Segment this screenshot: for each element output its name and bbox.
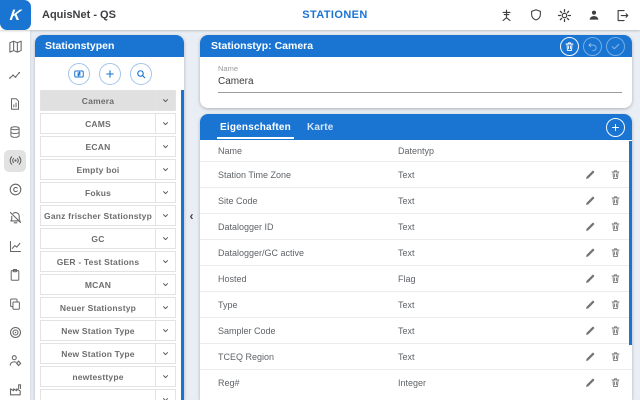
edit-property-button[interactable] xyxy=(583,298,596,311)
edit-property-button[interactable] xyxy=(583,194,596,207)
logout-icon[interactable] xyxy=(614,7,631,24)
tab[interactable] xyxy=(220,114,291,140)
add-icon xyxy=(104,68,116,80)
left-icon-rail xyxy=(0,30,30,400)
property-datentyp: Text xyxy=(398,299,415,310)
properties-scrollbar[interactable] xyxy=(629,141,632,345)
edit-property-button[interactable] xyxy=(583,220,596,233)
station-type-item[interactable] xyxy=(40,320,176,341)
edit-icon xyxy=(584,377,596,389)
station-type-item-partial[interactable] xyxy=(40,389,176,400)
database-icon[interactable] xyxy=(4,122,26,144)
tabs-bar xyxy=(200,114,632,140)
logo-letter: K xyxy=(8,6,23,24)
property-row-actions xyxy=(583,246,622,259)
edit-property-button[interactable] xyxy=(583,324,596,337)
station-type-item[interactable] xyxy=(40,343,176,364)
property-row xyxy=(200,187,632,213)
property-datentyp: Integer xyxy=(398,377,427,388)
property-row xyxy=(200,343,632,369)
chart-icon[interactable] xyxy=(4,236,26,258)
properties-table xyxy=(200,140,632,395)
properties-table-header xyxy=(200,140,632,161)
property-datentyp: Text xyxy=(398,195,415,206)
property-name: Datalogger ID xyxy=(218,221,274,232)
station-type-label: Camera xyxy=(81,95,115,106)
undo-button[interactable] xyxy=(583,37,602,56)
delete-property-button[interactable] xyxy=(609,168,622,181)
property-row xyxy=(200,161,632,187)
delete-icon xyxy=(610,169,621,180)
station-type-label: newtesttype xyxy=(72,371,124,382)
add-station-type-button[interactable] xyxy=(99,63,121,85)
station-type-label: New Station Type xyxy=(61,325,135,336)
station-type-item[interactable] xyxy=(40,297,176,318)
edit-icon xyxy=(584,273,596,285)
delete-station-type-button[interactable] xyxy=(560,37,579,56)
delete-property-button[interactable] xyxy=(609,324,622,337)
delete-property-button[interactable] xyxy=(609,272,622,285)
map-icon[interactable] xyxy=(4,36,26,58)
station-type-item[interactable] xyxy=(40,182,176,203)
chevron-down-icon[interactable] xyxy=(155,229,175,248)
column-header-name: Name xyxy=(218,145,243,156)
copyright-icon[interactable] xyxy=(4,179,26,201)
edit-property-button[interactable] xyxy=(583,376,596,389)
delete-icon xyxy=(610,273,621,284)
property-row-actions xyxy=(583,350,622,363)
delete-icon xyxy=(610,221,621,232)
chevron-down-icon[interactable] xyxy=(155,252,175,271)
panel-collapse-handle[interactable]: ‹ xyxy=(189,209,194,223)
station-type-item[interactable] xyxy=(40,366,176,387)
station-type-label: GER - Test Stations xyxy=(56,256,140,267)
expand-collapse-icon xyxy=(73,68,85,80)
delete-icon xyxy=(610,377,621,388)
station-type-list xyxy=(35,90,184,400)
chevron-down-icon[interactable] xyxy=(155,183,175,202)
property-row-actions xyxy=(583,194,622,207)
station-type-item[interactable] xyxy=(40,274,176,295)
add-icon xyxy=(610,122,621,133)
station-type-item[interactable] xyxy=(40,251,176,272)
property-name: Datalogger/GC active xyxy=(218,247,305,258)
station-type-label: MCAN xyxy=(84,279,112,290)
chevron-down-icon[interactable] xyxy=(155,137,175,156)
delete-property-button[interactable] xyxy=(609,298,622,311)
chevron-down-icon[interactable] xyxy=(155,344,175,363)
app-logo[interactable] xyxy=(0,0,31,30)
property-name: Sampler Code xyxy=(218,325,276,336)
edit-icon xyxy=(584,169,596,181)
property-row xyxy=(200,369,632,395)
property-row xyxy=(200,291,632,317)
property-row-actions xyxy=(583,298,622,311)
confirm-icon xyxy=(610,41,621,52)
property-datentyp: Text xyxy=(398,221,415,232)
edit-icon xyxy=(584,247,596,259)
station-types-panel-title: Stationstypen xyxy=(45,40,115,52)
station-type-label: New Station Type xyxy=(61,348,135,359)
delete-property-button[interactable] xyxy=(609,220,622,233)
broadcast-icon[interactable] xyxy=(4,150,26,172)
detail-header-bar xyxy=(200,35,632,57)
edit-icon xyxy=(584,325,596,337)
edit-icon xyxy=(584,299,596,311)
delete-icon xyxy=(610,351,621,362)
property-row-actions xyxy=(583,376,622,389)
property-row-actions xyxy=(583,272,622,285)
report-icon[interactable] xyxy=(4,93,26,115)
clipboard-icon[interactable] xyxy=(4,264,26,286)
property-name: Station Time Zone xyxy=(218,169,292,180)
property-datentyp: Text xyxy=(398,169,415,180)
delete-icon xyxy=(610,247,621,258)
station-type-item[interactable] xyxy=(40,228,176,249)
factory-icon[interactable] xyxy=(4,378,26,400)
edit-property-button[interactable] xyxy=(583,272,596,285)
properties-card xyxy=(200,114,632,400)
edit-icon xyxy=(584,195,596,207)
top-bar xyxy=(0,0,640,30)
delete-icon xyxy=(610,195,621,206)
search-station-type-button[interactable] xyxy=(130,63,152,85)
chevron-down-icon[interactable] xyxy=(155,390,175,400)
chevron-down-icon[interactable] xyxy=(155,114,175,133)
tab[interactable] xyxy=(307,114,334,140)
property-name: Site Code xyxy=(218,195,258,206)
station-type-item[interactable] xyxy=(40,113,176,134)
shield-icon[interactable] xyxy=(527,7,544,24)
confirm-button[interactable] xyxy=(606,37,625,56)
station-type-label: Fokus xyxy=(84,187,112,198)
station-types-toolbar xyxy=(35,57,184,90)
topbar-icon-group xyxy=(498,7,640,24)
property-datentyp: Text xyxy=(398,325,415,336)
name-field-label: Name xyxy=(218,64,239,73)
delete-property-button[interactable] xyxy=(609,246,622,259)
delete-property-button[interactable] xyxy=(609,376,622,389)
add-property-button[interactable] xyxy=(606,118,625,137)
user-settings-icon[interactable] xyxy=(4,350,26,372)
chevron-down-icon[interactable] xyxy=(155,206,175,225)
station-types-scrollbar[interactable] xyxy=(181,90,184,400)
station-type-detail-card xyxy=(200,35,632,108)
search-icon xyxy=(135,68,147,80)
property-name: Reg# xyxy=(218,377,240,388)
name-field[interactable] xyxy=(200,57,632,93)
target-icon[interactable] xyxy=(4,321,26,343)
delete-icon xyxy=(610,325,621,336)
chevron-down-icon[interactable] xyxy=(155,275,175,294)
station-type-label: Neuer Stationstyp xyxy=(59,302,137,313)
station-type-label: GC xyxy=(91,233,105,244)
station-type-label: Empty boi xyxy=(76,164,120,175)
delete-property-button[interactable] xyxy=(609,350,622,363)
property-row-actions xyxy=(583,324,622,337)
name-field-value[interactable]: Camera xyxy=(218,73,622,93)
property-datentyp: Text xyxy=(398,351,415,362)
edit-property-button[interactable] xyxy=(583,246,596,259)
gear-icon[interactable] xyxy=(556,7,573,24)
station-type-item[interactable] xyxy=(40,90,176,111)
station-type-item[interactable] xyxy=(40,205,176,226)
property-name: TCEQ Region xyxy=(218,351,275,362)
tab-label: Eigenschaften xyxy=(220,121,291,133)
station-type-item[interactable] xyxy=(40,159,176,180)
property-row-actions xyxy=(583,168,622,181)
property-row xyxy=(200,317,632,343)
trend-icon[interactable] xyxy=(4,65,26,87)
delete-property-button[interactable] xyxy=(609,194,622,207)
station-type-item[interactable] xyxy=(40,136,176,157)
property-row xyxy=(200,265,632,291)
alarm-off-icon[interactable] xyxy=(4,207,26,229)
edit-icon xyxy=(584,221,596,233)
edit-property-button[interactable] xyxy=(583,168,596,181)
property-name: Hosted xyxy=(218,273,247,284)
property-row xyxy=(200,213,632,239)
station-type-label: CAMS xyxy=(85,118,111,129)
station-type-label: ECAN xyxy=(85,141,111,152)
property-row-actions xyxy=(583,220,622,233)
station-type-label: Ganz frischer Stationstyp xyxy=(44,210,152,221)
property-row xyxy=(200,239,632,265)
delete-icon xyxy=(564,41,575,52)
undo-icon xyxy=(587,41,598,52)
edit-property-button[interactable] xyxy=(583,350,596,363)
detail-header-actions xyxy=(560,37,625,56)
chevron-down-icon[interactable] xyxy=(155,91,175,110)
chevron-down-icon[interactable] xyxy=(155,367,175,386)
chevron-down-icon[interactable] xyxy=(155,298,175,317)
station-types-panel-header xyxy=(35,35,184,57)
chevron-down-icon[interactable] xyxy=(155,321,175,340)
property-datentyp: Text xyxy=(398,247,415,258)
detail-title: Stationstyp: Camera xyxy=(211,40,314,52)
property-datentyp: Flag xyxy=(398,273,416,284)
stations-icon[interactable] xyxy=(498,7,515,24)
app-title: AquisNet - QS xyxy=(42,9,116,21)
user-icon[interactable] xyxy=(585,7,602,24)
tab-label: Karte xyxy=(306,121,334,133)
expand-collapse-button[interactable] xyxy=(68,63,90,85)
edit-icon xyxy=(584,351,596,363)
column-header-datentyp: Datentyp xyxy=(398,145,435,156)
nav-title-stationen[interactable]: STATIONEN xyxy=(302,9,368,21)
property-name: Type xyxy=(218,299,238,310)
station-types-panel xyxy=(35,35,184,400)
delete-icon xyxy=(610,299,621,310)
chevron-down-icon[interactable] xyxy=(155,160,175,179)
copy-icon[interactable] xyxy=(4,293,26,315)
